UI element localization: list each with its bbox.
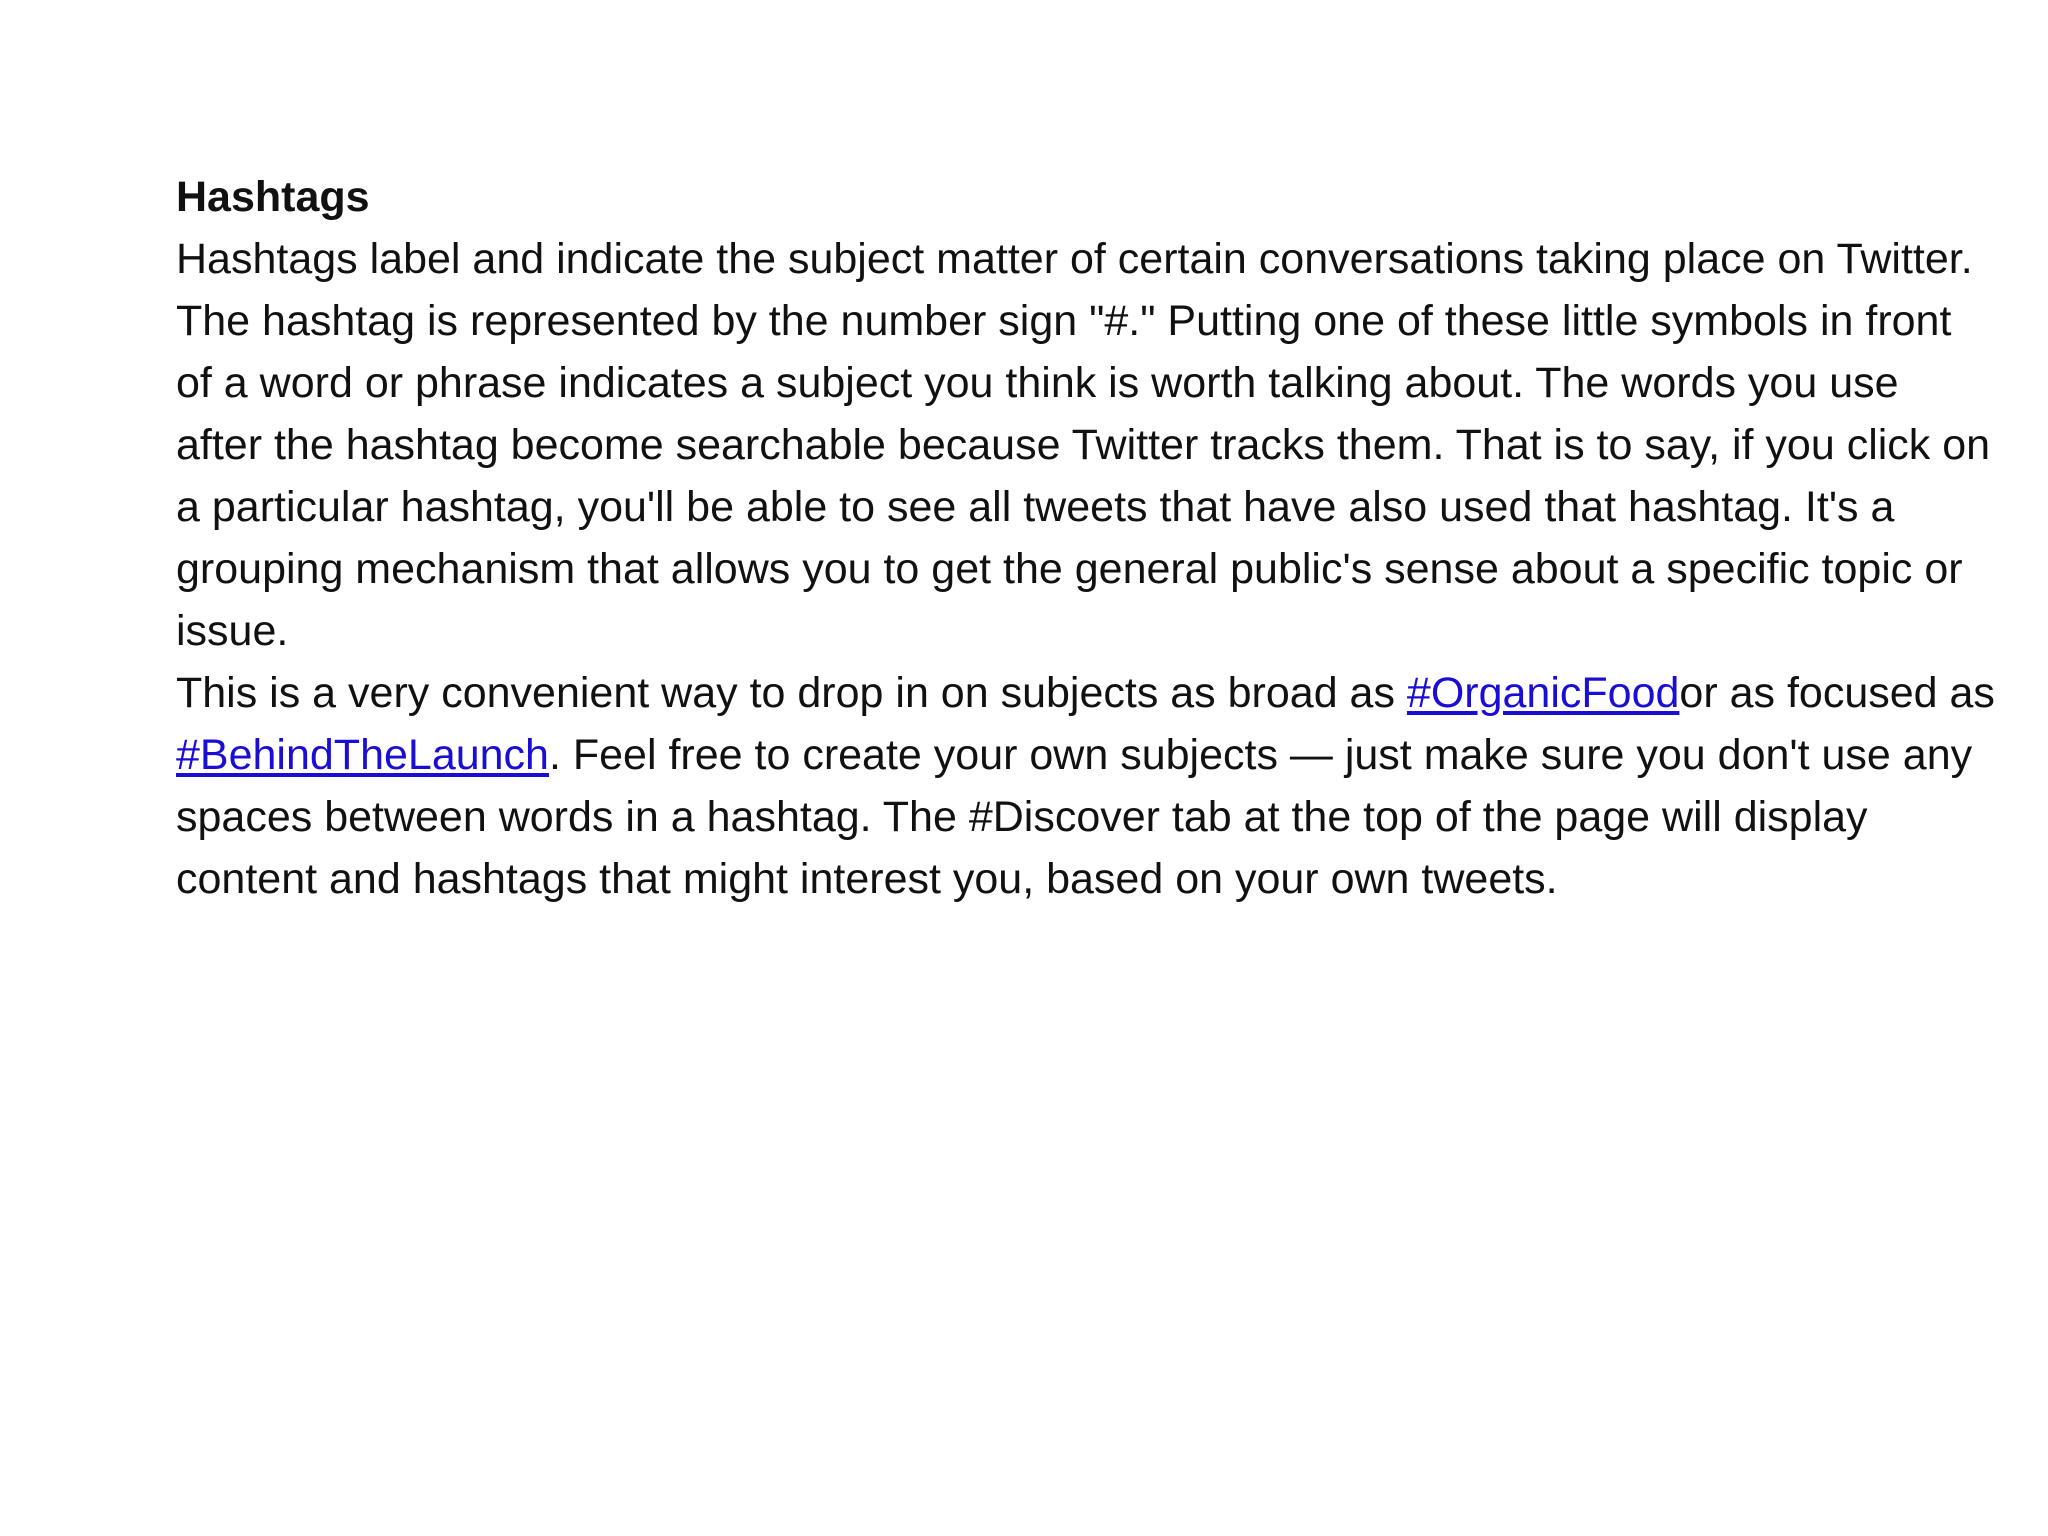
page-title: Hashtags <box>176 173 370 221</box>
paragraph-examples <box>176 662 1996 910</box>
behind-the-launch-hashtag-link[interactable]: #BehindTheLaunch <box>176 731 549 779</box>
paragraph-examples-text-1: This is a very convenient way to drop in on subjects as broad as <box>176 669 1407 717</box>
paragraph-intro: Hashtags label and indicate the subject matter of certain conversations taking place on Twitter. The hashtag is represented by the number sign "#." Putting one of these little symbols in front of a word or phrase indicates a subject you think is worth talking about. The words you use after the hashtag become searchable because Twitter tracks them. That is to say, if you click on a particular hashtag, you'll be able to see all tweets that have also used that hashtag. It's a grouping mechanism that allows you to get the general public's sense about a specific topic or issue. <box>176 235 1991 655</box>
paragraph-examples-text-3: . Feel free to create your own subjects — just make sure you don't use any spaces between words in a hashtag. The #Discover tab at the top of the page will display content and hashtags that might interest you, based on your own tweets. <box>176 731 1973 903</box>
slide-content <box>176 166 1996 910</box>
organic-food-hashtag-link[interactable]: #OrganicFood <box>1406 669 1680 717</box>
paragraph-examples-text-2: or as focused as <box>1679 669 1995 717</box>
